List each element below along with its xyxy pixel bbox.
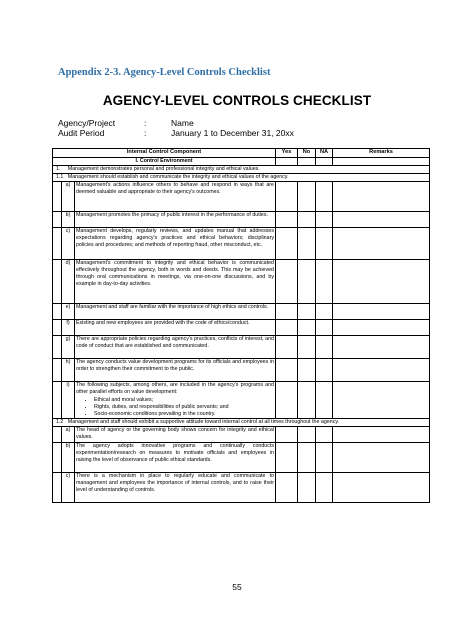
table-row — [53, 181, 430, 211]
table-row — [53, 426, 430, 442]
item-1-number: 1. — [56, 165, 61, 172]
table-row — [53, 303, 430, 319]
list-item: • Ethical and moral values; — [94, 397, 274, 404]
table-header-row — [53, 149, 430, 158]
row-text: Management promotes the primacy of public interest in the performance of duties. — [75, 211, 276, 227]
period-value: January 1 to December 31, 20xx — [171, 128, 294, 138]
header-na: NA — [316, 149, 333, 158]
row-text: Management's commitment to integrity and ethical behavior is communicated effectively throughout the agency, both in words and deeds. This may be achieved through oral communications in meetings, via one-on-one discussions, and by example in day-to-day activities. — [75, 259, 276, 303]
header-remarks: Remarks — [333, 149, 430, 158]
row-letter: h) — [62, 358, 75, 381]
row-text: The agency conducts value development programs for its officials and employees in order to strengthen their commitment to the public. — [75, 358, 276, 381]
table-row — [53, 381, 430, 418]
header-no: No — [298, 149, 316, 158]
table-row — [53, 319, 430, 335]
row-letter: g) — [62, 335, 75, 358]
row-letter: c) — [62, 472, 75, 502]
checklist-table — [52, 148, 430, 503]
table-row — [53, 472, 430, 502]
header-yes: Yes — [276, 149, 298, 158]
row-text: There is a mechanism in place to regularly educate and communicate to management and employees the importance of internal controls, and to raise their level of understanding of controls. — [75, 472, 276, 502]
table-row — [53, 442, 430, 472]
item-1-1-number: 1.1 — [56, 173, 64, 180]
appendix-heading: Appendix 2-3. Agency-Level Controls Checklist — [58, 67, 271, 78]
row-text: There are appropriate policies regarding agency's practices, conflicts of interest, and code of conduct that are established and communicated. — [75, 335, 276, 358]
row-letter: c) — [62, 227, 75, 259]
item-1-text: Management demonstrates personal and professional integrity and ethical values. — [67, 165, 260, 172]
row-text: Management and staff are familiar with the importance of high ethics and controls. — [75, 303, 276, 319]
item-1-1-row — [53, 173, 430, 181]
row-letter: a) — [62, 181, 75, 211]
agency-value: Name — [171, 118, 194, 128]
row-text: The following subjects, among others, are included in the agency's programs and other parallel efforts on value development: — [76, 381, 274, 395]
row-letter: i) — [62, 381, 75, 418]
period-colon: : — [144, 128, 147, 138]
row-letter: a) — [62, 426, 75, 442]
bullet-list — [76, 397, 274, 418]
table-row — [53, 227, 430, 259]
table-row — [53, 259, 430, 303]
agency-label: Agency/Project — [58, 118, 116, 128]
page-title: AGENCY-LEVEL CONTROLS CHECKLIST — [102, 93, 372, 108]
list-item: • Socio-economic conditions prevailing in the country. — [94, 411, 274, 418]
item-1-2-number: 1.2 — [56, 418, 64, 425]
row-text: Management's actions influence others to behave and respond in ways that are deemed valuable and appropriate to their agency's outcomes. — [75, 181, 276, 211]
item-1-1-text: Management should establish and communicate the integrity and ethical values of the agency. — [67, 173, 289, 180]
row-letter: d) — [62, 259, 75, 303]
item-1-2-text: Management and staff should exhibit a supportive attitude toward internal control at all times throughout the agency. — [67, 418, 340, 425]
row-text: Existing and new employees are provided with the code of ethics/conduct. — [75, 319, 276, 335]
table-row — [53, 335, 430, 358]
item-1-row — [53, 165, 430, 173]
row-text: The head of agency or the governing body shows concern for integrity and ethical values. — [75, 426, 276, 442]
list-item: • Rights, duties, and responsibilities of public servants; and — [94, 404, 274, 411]
row-letter: b) — [62, 211, 75, 227]
item-1-2-row — [53, 418, 430, 426]
row-text: The agency adopts innovative programs and continually conducts experimentation/research on measures to motivate officials and employees in raising the level of observance of public ethical standards. — [75, 442, 276, 472]
header-component: Internal Control Component — [53, 149, 276, 158]
row-text: Management develops, regularly reviews, and updates manual that addresses expectations regarding agency's practices and ethical behaviors; disciplinary policies and procedures; and methods of reporting fraud, other misconduct, etc. — [75, 227, 276, 259]
agency-colon: : — [144, 118, 147, 128]
row-letter: e) — [62, 303, 75, 319]
table-row — [53, 358, 430, 381]
section-title: I. Control Environment — [53, 158, 276, 166]
row-letter: f) — [62, 319, 75, 335]
period-label: Audit Period — [58, 128, 105, 138]
row-letter: b) — [62, 442, 75, 472]
page-number: 55 — [232, 582, 242, 592]
section-row — [53, 158, 430, 166]
table-row — [53, 211, 430, 227]
